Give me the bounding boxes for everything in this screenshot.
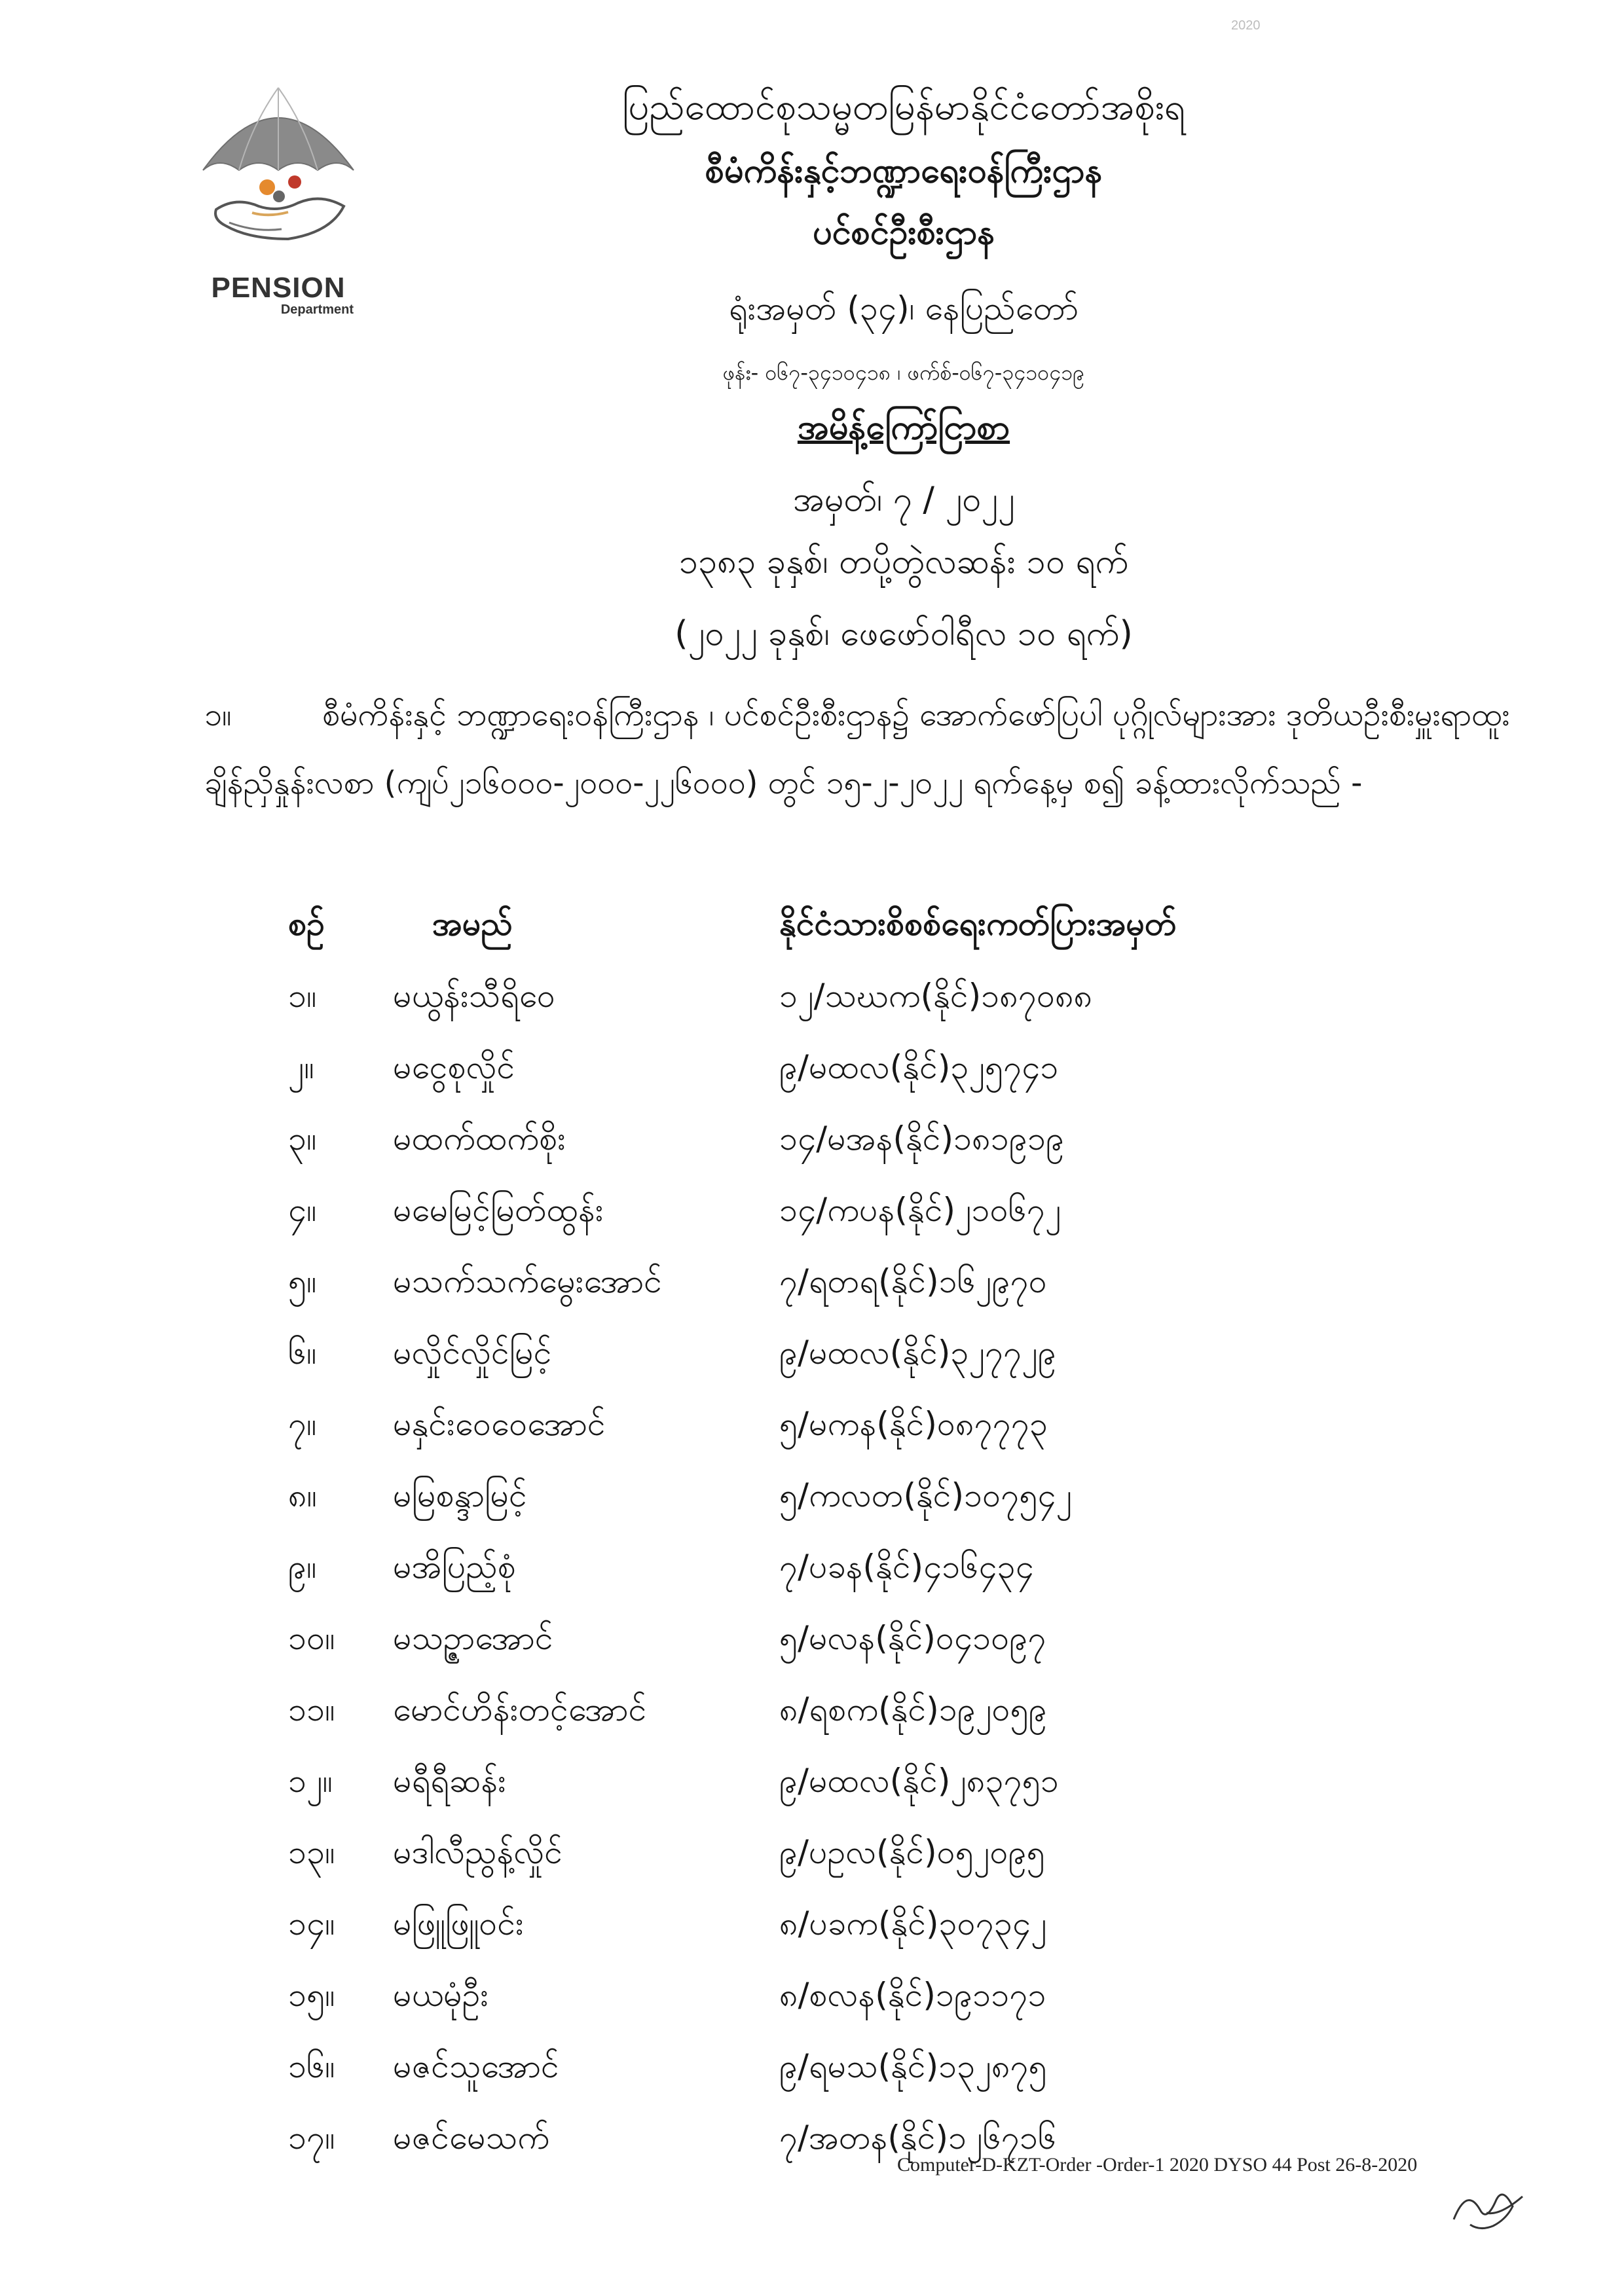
appointee-list: [0, 975, 1624, 2189]
umbrella-hands-icon: [190, 72, 367, 275]
table-row: [0, 1760, 1624, 1832]
row-nrc: ၉/ပဥလ(နိုင်)၀၅၂၀၉၅: [779, 1833, 1045, 1871]
row-nrc: ၉/ရမသ(နိုင်)၁၃၂၈၇၅: [779, 2047, 1047, 2085]
row-name: မမေမြင့်မြတ်ထွန်း: [393, 1191, 604, 1229]
row-number: ၁၁။: [288, 1690, 335, 1728]
row-number: ၁၀။: [288, 1619, 335, 1657]
page-watermark: 2020: [1231, 18, 1261, 33]
row-nrc: ၉/မထလ(နိုင်)၂၈၃၇၅၁: [779, 1762, 1059, 1800]
row-name: မထက်ထက်စိုး: [393, 1120, 566, 1157]
row-name: မလှိုင်လှိုင်မြင့်: [393, 1334, 552, 1372]
row-nrc: ၁၄/မအန(နိုင်)၁၈၁၉၁၉: [779, 1120, 1065, 1157]
row-number: ၁၄။: [288, 1904, 335, 1942]
ministry-title: စီမံကိန်းနှင့်ဘဏ္ဍာရေးဝန်ကြီးဌာန: [705, 151, 1103, 191]
table-row: [0, 1190, 1624, 1261]
table-row: [0, 1332, 1624, 1404]
row-nrc: ၅/ကလတ(နိုင်)၁၀၇၅၄၂: [779, 1476, 1073, 1514]
table-row: [0, 2117, 1624, 2189]
table-row: [0, 1475, 1624, 1546]
row-number: ၁၂။: [288, 1762, 333, 1800]
row-nrc: ၇/အတန(နိုင်)၁၂၆၇၁၆: [779, 2119, 1057, 2157]
row-name: မယမုံဦး: [393, 1976, 489, 2014]
row-name: မောင်ဟိန်းတင့်အောင်: [393, 1690, 647, 1728]
row-name: မဇင်မေသက်: [393, 2119, 550, 2157]
table-row: [0, 1118, 1624, 1190]
table-row: [0, 1618, 1624, 1689]
row-number: ၆။: [288, 1334, 317, 1372]
row-nrc: ၇/ရတရ(နိုင်)၁၆၂၉၇၀: [779, 1262, 1047, 1300]
footer-reference: Computer-D-KZT-Order -Order-1 2020 DYSO 44 Post 26-8-2020: [897, 2154, 1418, 2176]
office-address: ရုံးအမှတ် (၃၄)၊ နေပြည်တော်: [728, 289, 1079, 327]
row-number: ၉။: [288, 1548, 317, 1586]
document-title: အမိန့်ကြော်ငြာစာ: [797, 408, 1010, 447]
row-nrc: ၈/ပခက(နိုင်)၃၀၇၃၄၂: [779, 1904, 1047, 1942]
paragraph-text: စီမံကိန်းနှင့် ဘဏ္ဍာရေးဝန်ကြီးဌာန ၊ ပင်စင်ဦးစီးဌာန၌ အောက်ဖော်ပြပါ ပုဂ္ဂိုလ်များအား ဒုတိယဦးစီးမှူးရာထူး ချိန်ညှိနှုန်းလစာ (ကျပ်၂၁၆၀၀၀-၂၀၀၀-၂၂၆၀၀၀) တွင် ၁၅-၂-၂၀၂၂ ရက်နေ့မှ စ၍ ခန့်ထားလိုက်သည် -: [204, 697, 1510, 801]
row-nrc: ၅/မလန(နိုင်)၀၄၁၀၉၇: [779, 1619, 1046, 1657]
row-name: မငွေစုလှိုင်: [393, 1048, 515, 1086]
date-myanmar: ၁၃၈၃ ခုနှစ်၊ တပို့တွဲလဆန်း ၁၀ ရက်: [678, 542, 1129, 581]
paragraph-number: ၁။: [204, 697, 232, 733]
table-row: [0, 1047, 1624, 1118]
row-name: မသက်သက်မွေးအောင်: [393, 1262, 662, 1300]
department-title: ပင်စင်ဦးစီးဌာန: [812, 213, 995, 252]
table-row: [0, 1404, 1624, 1475]
contact-numbers: ဖုန်း- ၀၆၇-၃၄၁၀၄၁၈ ၊ ဖက်စ်-၀၆၇-၃၄၁၀၄၁၉: [722, 360, 1085, 385]
row-number: ၁။: [288, 977, 317, 1015]
row-nrc: ၉/မထလ(နိုင်)၃၂၅၇၄၁: [779, 1048, 1059, 1086]
government-title: ပြည်ထောင်စုသမ္မတမြန်မာနိုင်ငံတော်အစိုးရ: [622, 86, 1185, 128]
table-row: [0, 1832, 1624, 1903]
column-header-no: စဉ်: [288, 905, 325, 943]
row-name: မရီရီဆန်း: [393, 1762, 506, 1800]
row-number: ၃။: [288, 1120, 317, 1157]
row-nrc: ၈/ရစက(နိုင်)၁၉၂၀၅၉: [779, 1690, 1047, 1728]
row-number: ၈။: [288, 1476, 317, 1514]
order-paragraph: [204, 681, 1527, 817]
row-number: ၂။: [288, 1048, 314, 1086]
date-gregorian: (၂၀၂၂ ခုနှစ်၊ ဖေဖော်ဝါရီလ ၁၀ ရက်): [674, 614, 1133, 653]
row-nrc: ၉/မထလ(နိုင်)၃၂၇၇၂၉: [779, 1334, 1056, 1372]
table-row: [0, 2046, 1624, 2117]
row-number: ၁၆။: [288, 2047, 335, 2085]
initials-signature-icon: [1441, 2174, 1532, 2239]
table-row: [0, 1975, 1624, 2046]
column-header-nrc: နိုင်ငံသားစိစစ်ရေးကတ်ပြားအမှတ်: [779, 905, 1177, 943]
row-number: ၁၅။: [288, 1976, 335, 2014]
row-nrc: ၅/မကန(နိုင်)၀၈၇၇၇၃: [779, 1405, 1048, 1443]
table-row: [0, 1546, 1624, 1618]
row-number: ၇။: [288, 1405, 317, 1443]
logo-text: PENSION: [211, 272, 346, 304]
row-name: မဒါလီညွန့်လှိုင်: [393, 1833, 563, 1871]
table-row: [0, 975, 1624, 1047]
row-number: ၄။: [288, 1191, 317, 1229]
table-row: [0, 1689, 1624, 1760]
row-name: မအိပြည့်စုံ: [393, 1548, 516, 1586]
row-number: ၁၃။: [288, 1833, 335, 1871]
row-name: မသဥ္ဇာအောင်: [393, 1619, 553, 1657]
table-row: [0, 1261, 1624, 1332]
row-name: မနှင်းဝေဝေအောင်: [393, 1405, 606, 1443]
column-header-name: အမည်: [432, 905, 513, 943]
table-row: [0, 1903, 1624, 1975]
row-number: ၁၇။: [288, 2119, 335, 2157]
logo-subtext: Department: [280, 302, 354, 317]
row-name: မယွန်းသီရိဝေ: [393, 977, 555, 1015]
row-name: မဇင်သူအောင်: [393, 2047, 559, 2085]
row-name: မမြစန္ဒာမြင့်: [393, 1476, 527, 1514]
row-nrc: ၇/ပခန(နိုင်)၄၁၆၄၃၄: [779, 1548, 1034, 1586]
row-nrc: ၈/စလန(နိုင်)၁၉၁၁၇၁: [779, 1976, 1046, 2014]
row-nrc: ၁၂/သဃက(နိုင်)၁၈၇၀၈၈: [779, 977, 1093, 1015]
row-name: မဖြူဖြူဝင်း: [393, 1904, 524, 1942]
row-nrc: ၁၄/ကပန(နိုင်)၂၁၀၆၇၂: [779, 1191, 1061, 1229]
order-number: အမှတ်၊ ၇ / ၂၀၂၂: [792, 480, 1015, 519]
row-number: ၅။: [288, 1262, 317, 1300]
pension-department-logo: [190, 72, 367, 327]
